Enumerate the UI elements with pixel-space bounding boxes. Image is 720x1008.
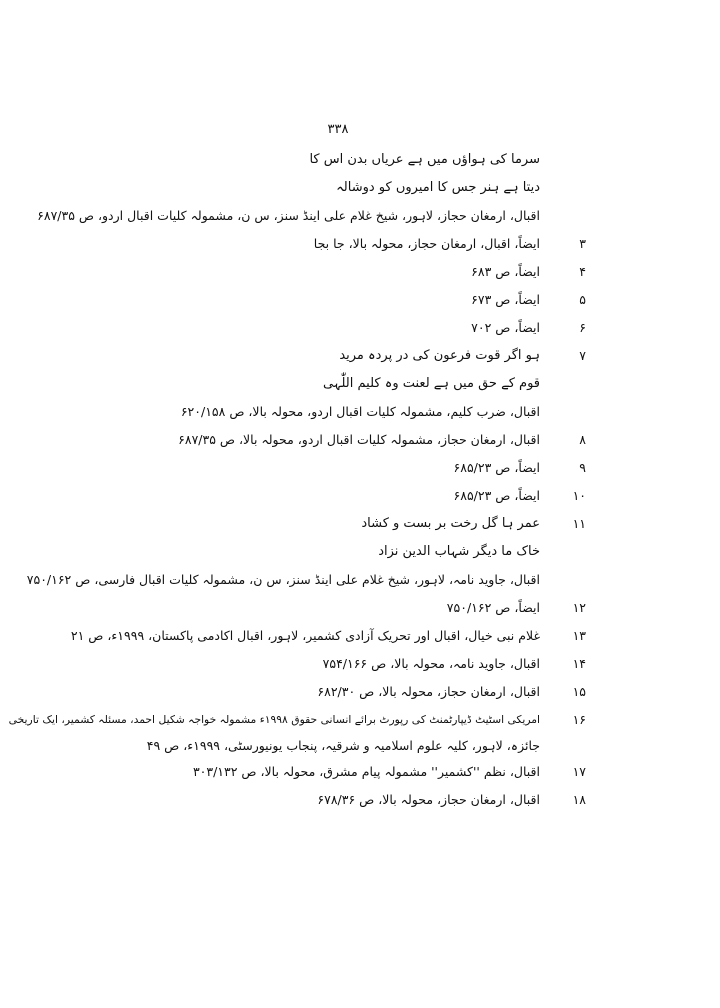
footnote-text: امریکی اسٹیٹ ڈیپارٹمنٹ کی رپورٹ برائے انسانی حقوق ۱۹۹۸ء مشمولہ خواجہ شکیل احمد، مسئلہ کشمیر، ایک تاریخی: [8, 713, 540, 726]
footnote-number: ۷: [579, 348, 586, 363]
footnote-text: ایضاً، ص ۷۵۰/۱۶۲: [446, 600, 540, 615]
footnote-text: ایضاً، ص ۶۸۵/۲۳: [453, 460, 540, 475]
footnote-text: اقبال، نظم ''کشمیر'' مشمولہ پیام مشرق، محولہ بالا، ص ۳۰۳/۱۳۲: [192, 764, 540, 779]
verse-line: قوم کے حق میں ہے لعنت وہ کلیم اللّٰہی: [323, 376, 540, 391]
footnote-text: ایضاً، ص ۶۷۳: [471, 292, 540, 307]
verse-line: ہو اگر قوت فرعون کی در پردہ مرید: [339, 348, 540, 363]
footnote-number: ۶: [579, 320, 586, 335]
footnote-number: ۵: [579, 292, 586, 307]
footnote-text: اقبال، ارمغان حجاز، محولہ بالا، ص ۶۸۲/۳۰: [317, 684, 540, 699]
verse-line: دیتا ہے ہنر جس کا امیروں کو دوشالہ: [336, 180, 540, 195]
footnote-number: ۸: [579, 432, 586, 447]
citation-line: اقبال، جاوید نامہ، لاہور، شیخ غلام علی اینڈ سنز، س ن، مشمولہ کلیات اقبال فارسی، ص ۷۵۰/۱۶۲: [26, 572, 540, 587]
footnote-number: ۱۷: [572, 764, 586, 779]
footnote-text: اقبال، ارمغان حجاز، مشمولہ کلیات اقبال اردو، محولہ بالا، ص ۶۸۷/۳۵: [178, 432, 540, 447]
footnote-number: ۱۶: [572, 712, 586, 727]
footnote-text: جائزہ، لاہور، کلیہ علوم اسلامیہ و شرقیہ، پنجاب یونیورسٹی، ۱۹۹۹ء، ص ۴۹: [146, 738, 540, 753]
footnote-text: ایضاً، ص ۶۸۳: [471, 264, 540, 279]
footnote-number: ۱۳: [572, 628, 586, 643]
footnote-number: ۳: [579, 236, 586, 251]
footnote-text: ایضاً، ص ۷۰۲: [471, 320, 540, 335]
citation-line: اقبال، ارمغان حجاز، لاہور، شیخ غلام علی اینڈ سنز، س ن، مشمولہ کلیات اقبال اردو، ص ۶۸۷/۳۵: [37, 208, 540, 223]
verse-line: خاک ما دیگر شہاب الدین نزاد: [378, 544, 540, 559]
footnote-number: ۹: [579, 460, 586, 475]
footnote-text: اقبال، ارمغان حجاز، محولہ بالا، ص ۶۷۸/۳۶: [317, 792, 540, 807]
footnote-number: ۱۲: [572, 600, 586, 615]
footnote-number: ۱۴: [572, 656, 586, 671]
footnote-number: ۱۸: [572, 792, 586, 807]
footnote-text: ایضاً، ص ۶۸۵/۲۳: [453, 488, 540, 503]
footnote-text: اقبال، جاوید نامہ، محولہ بالا، ص ۷۵۴/۱۶۶: [322, 656, 540, 671]
footnote-number: ۱۱: [572, 516, 586, 531]
citation-line: اقبال، ضرب کلیم، مشمولہ کلیات اقبال اردو، محولہ بالا، ص ۶۲۰/۱۵۸: [180, 404, 540, 419]
page-number: ۳۳۸: [327, 122, 349, 137]
footnote-number: ۴: [579, 264, 586, 279]
footnote-number: ۱۵: [572, 684, 586, 699]
footnote-text: غلام نبی خیال، اقبال اور تحریک آزادی کشمیر، لاہور، اقبال اکادمی پاکستان، ۱۹۹۹ء، ص ۲۱: [70, 628, 540, 643]
footnote-text: ایضاً، اقبال، ارمغان حجاز، محولہ بالا، جا بجا: [313, 236, 540, 251]
verse-line: سرما کی ہواؤں میں ہے عریاں بدن اس کا: [309, 152, 540, 167]
footnote-number: ۱۰: [572, 488, 586, 503]
verse-line: عمر ہا گل رخت بر بست و کشاد: [361, 516, 540, 531]
